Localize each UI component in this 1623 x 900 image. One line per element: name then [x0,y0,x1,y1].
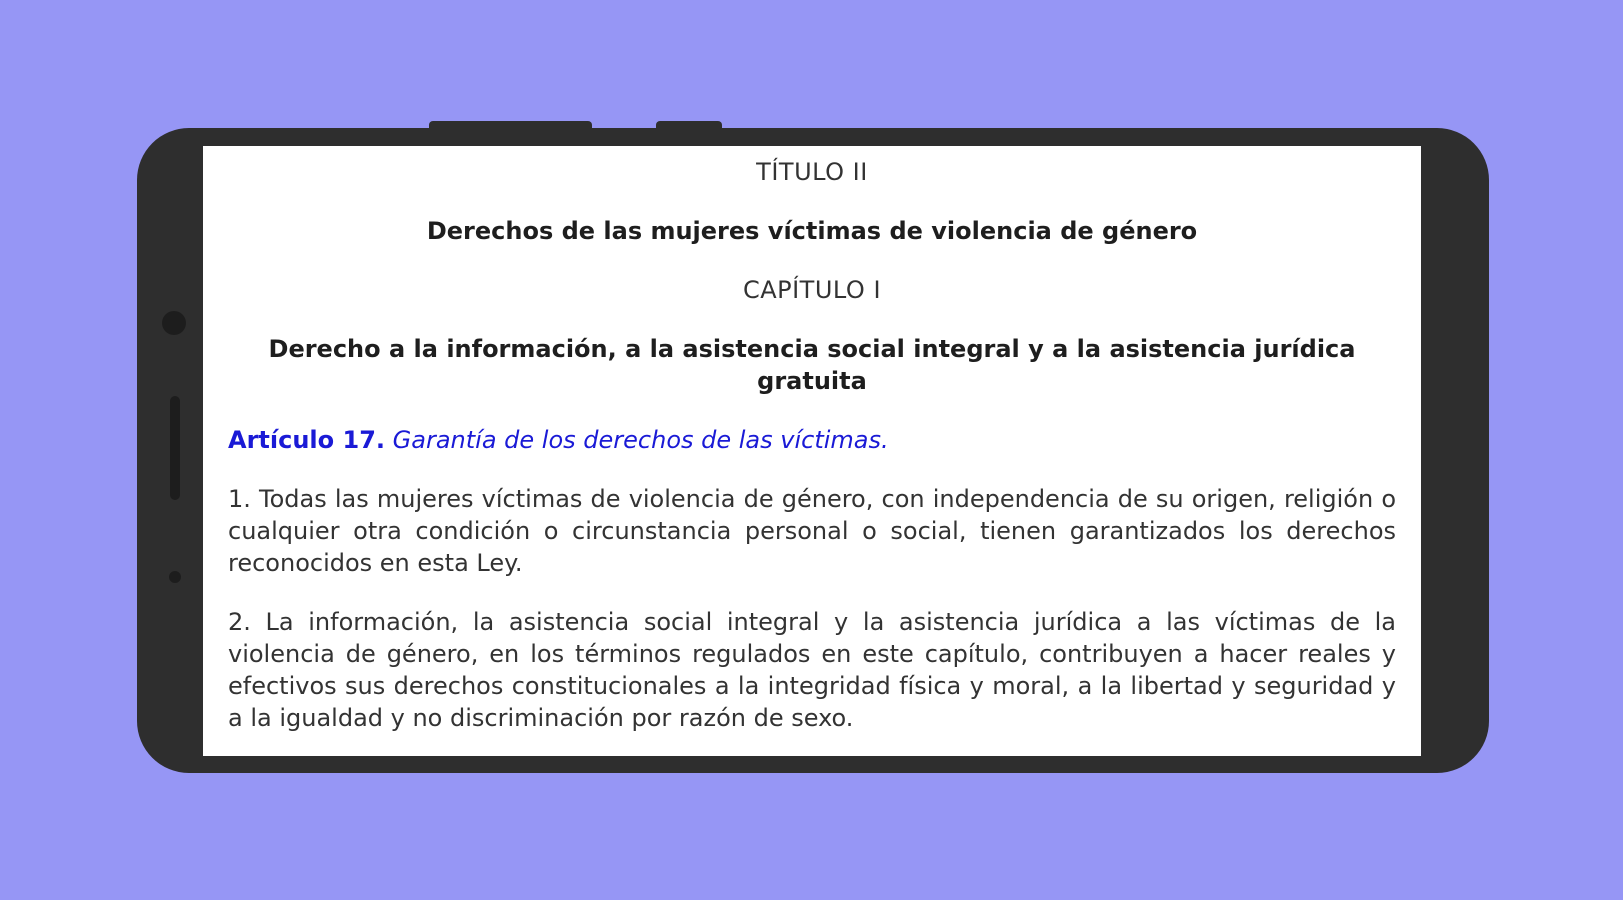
article-paragraph-1: 1. Todas las mujeres víctimas de violencia de género, con independencia de su origen, religión o cualquier otra condición o circunstancia personal o social, tienen garantizados los derechos reconocidos en esta Ley. [228,485,1396,577]
article-name: Garantía de los derechos de las víctimas. [392,426,889,454]
chapter-heading: Derecho a la información, a la asistencia social integral y a la asistencia jurídica gratuita [268,335,1356,395]
sensor-dot [169,571,181,583]
speaker-grille [170,396,180,500]
phone-screen [203,146,1421,756]
article-paragraph-2: 2. La información, la asistencia social integral y la asistencia jurídica a las víctimas de la violencia de género, en los términos regulados en este capítulo, contribuyen a hacer reales y efectivos sus derechos constitucionales a la integridad física y moral, a la libertad y seguridad y a la igualdad y no discriminación por razón de sexo. [228,608,1396,732]
camera-icon [162,311,186,335]
title-label: TÍTULO II [756,158,868,186]
phone-frame [137,128,1489,773]
chapter-label: CAPÍTULO I [742,276,882,304]
title-heading: Derechos de las mujeres víctimas de violencia de género [426,217,1198,245]
article-number: Artículo 17. [228,426,386,454]
article-title[interactable] [228,424,1396,456]
volume-button [429,121,592,131]
power-button [656,121,722,131]
